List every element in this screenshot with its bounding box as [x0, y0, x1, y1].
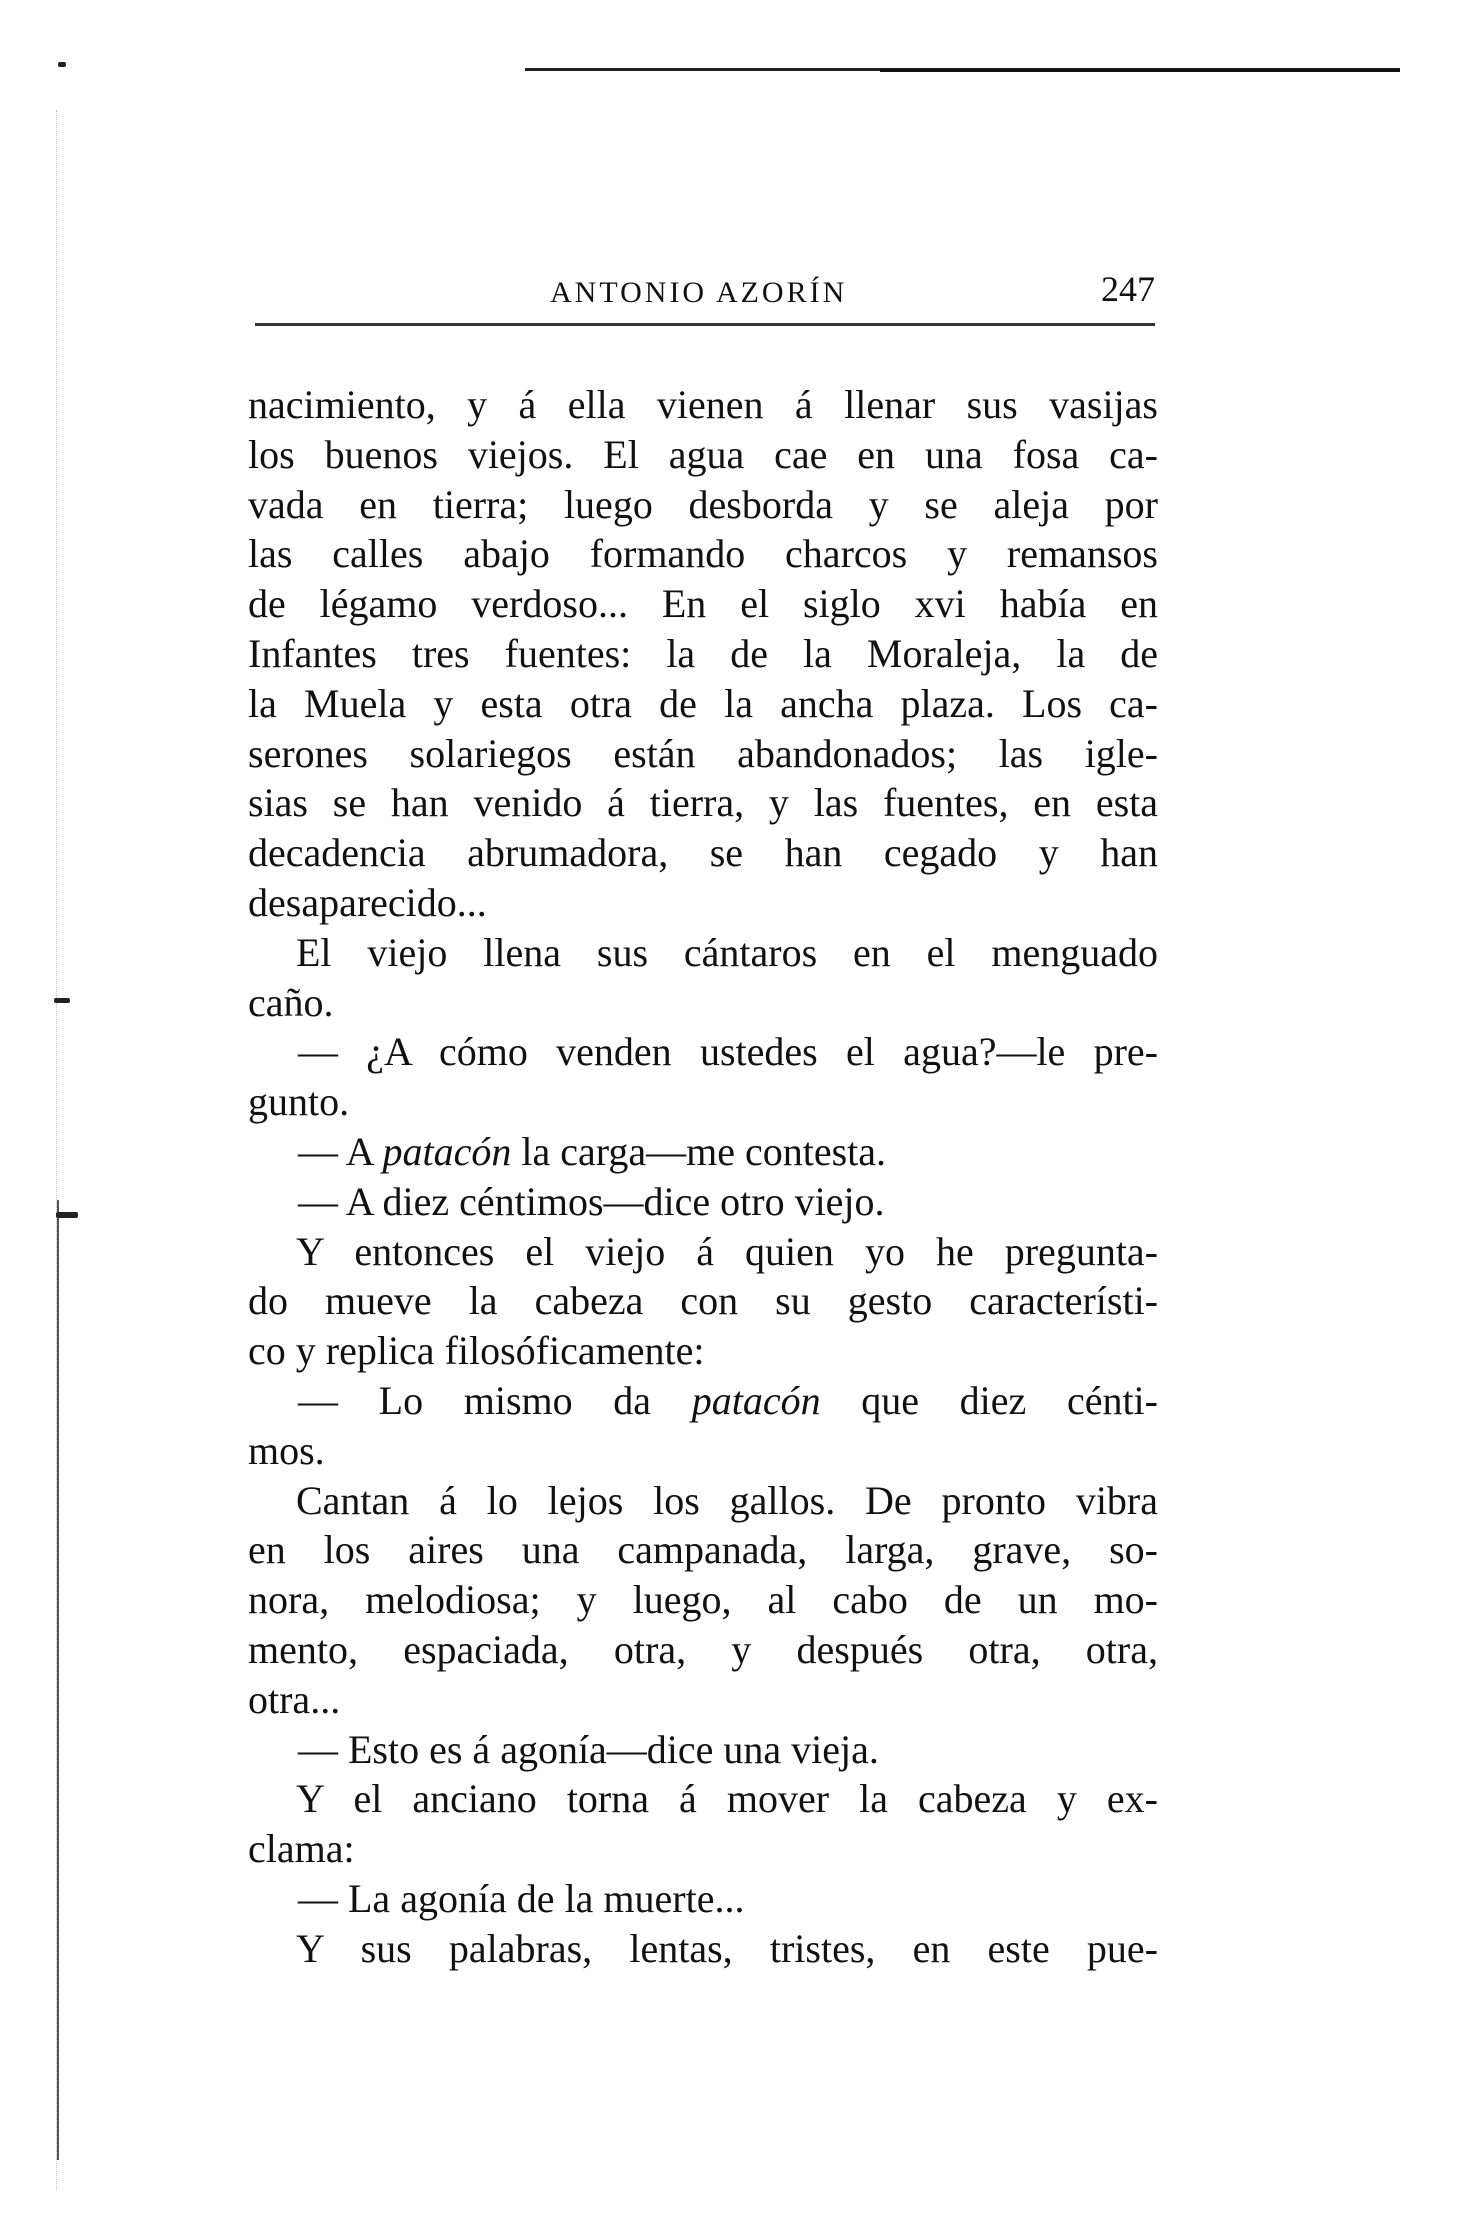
running-head	[250, 270, 1165, 318]
text-line: mos.	[248, 1427, 325, 1473]
text-line: — A diez céntimos—dice otro viejo.	[298, 1178, 885, 1224]
text-line: do mueve la cabeza con su gesto característi-	[248, 1278, 1158, 1324]
text-line: mento, espaciada, otra, y después otra, otra,	[248, 1626, 1158, 1672]
text-line: otra...	[248, 1676, 341, 1722]
body-text	[248, 380, 1158, 1974]
text-line: El viejo llena sus cántaros en el menguado	[296, 929, 1158, 975]
text-line: en los aires una campanada, larga, grave, so-	[248, 1527, 1158, 1573]
text-line: co y replica filosóficamente:	[248, 1328, 705, 1374]
text-line: Y sus palabras, lentas, tristes, en este pue-	[296, 1925, 1158, 1971]
text-line: vada en tierra; luego desborda y se aleja por	[248, 481, 1158, 527]
text-line: nora, melodiosa; y luego, al cabo de un mo-	[248, 1577, 1158, 1623]
scan-margin-line	[57, 1200, 59, 2160]
text-run: que diez cénti-	[820, 1377, 1158, 1423]
text-line	[248, 1376, 1158, 1426]
scan-speck	[58, 62, 66, 67]
text-line: la Muela y esta otra de la ancha plaza. Los ca-	[248, 680, 1158, 726]
text-run: — A	[298, 1128, 383, 1174]
text-line: decadencia abrumadora, se han cegado y han	[248, 830, 1158, 876]
text-run: — Lo mismo da	[298, 1377, 692, 1423]
text-line: serones solariegos están abandonados; las igle-	[248, 730, 1158, 776]
text-line: sias se han venido á tierra, y las fuentes, en esta	[248, 780, 1158, 826]
text-line: Y el anciano torna á mover la cabeza y ex-	[296, 1776, 1158, 1822]
text-line: — Esto es á agonía—dice una vieja.	[298, 1726, 879, 1772]
scan-speck	[56, 1212, 78, 1218]
text-line: desaparecido...	[248, 879, 487, 925]
scan-speck	[54, 998, 70, 1003]
text-line: gunto.	[248, 1079, 350, 1125]
text-line: Y entonces el viejo á quien yo he pregunta-	[296, 1228, 1158, 1274]
italic-word: patacón	[691, 1377, 821, 1423]
text-line: caño.	[248, 979, 334, 1025]
text-line: las calles abajo formando charcos y remansos	[248, 531, 1158, 577]
text-line: de légamo verdoso... En el siglo xvi había en	[248, 581, 1158, 627]
text-line	[248, 1127, 1158, 1177]
text-line: clama:	[248, 1826, 355, 1872]
text-line: Infantes tres fuentes: la de la Moraleja, la de	[248, 630, 1158, 676]
italic-word: patacón	[382, 1128, 512, 1174]
page-number: 247	[1101, 269, 1155, 309]
text-line: nacimiento, y á ella vienen á llenar sus vasijas	[248, 382, 1158, 427]
running-title: ANTONIO AZORÍN	[550, 276, 848, 309]
scan-top-rule	[525, 68, 1400, 71]
text-line: Cantan á lo lejos los gallos. De pronto vibra	[296, 1477, 1158, 1523]
header-rule	[255, 323, 1155, 326]
text-run: la carga—me contesta.	[511, 1128, 887, 1174]
text-line: los buenos viejos. El agua cae en una fosa ca-	[248, 431, 1158, 477]
text-line: — ¿A cómo venden ustedes el agua?—le pre-	[298, 1029, 1158, 1075]
text-line: — La agonía de la muerte...	[298, 1875, 745, 1921]
